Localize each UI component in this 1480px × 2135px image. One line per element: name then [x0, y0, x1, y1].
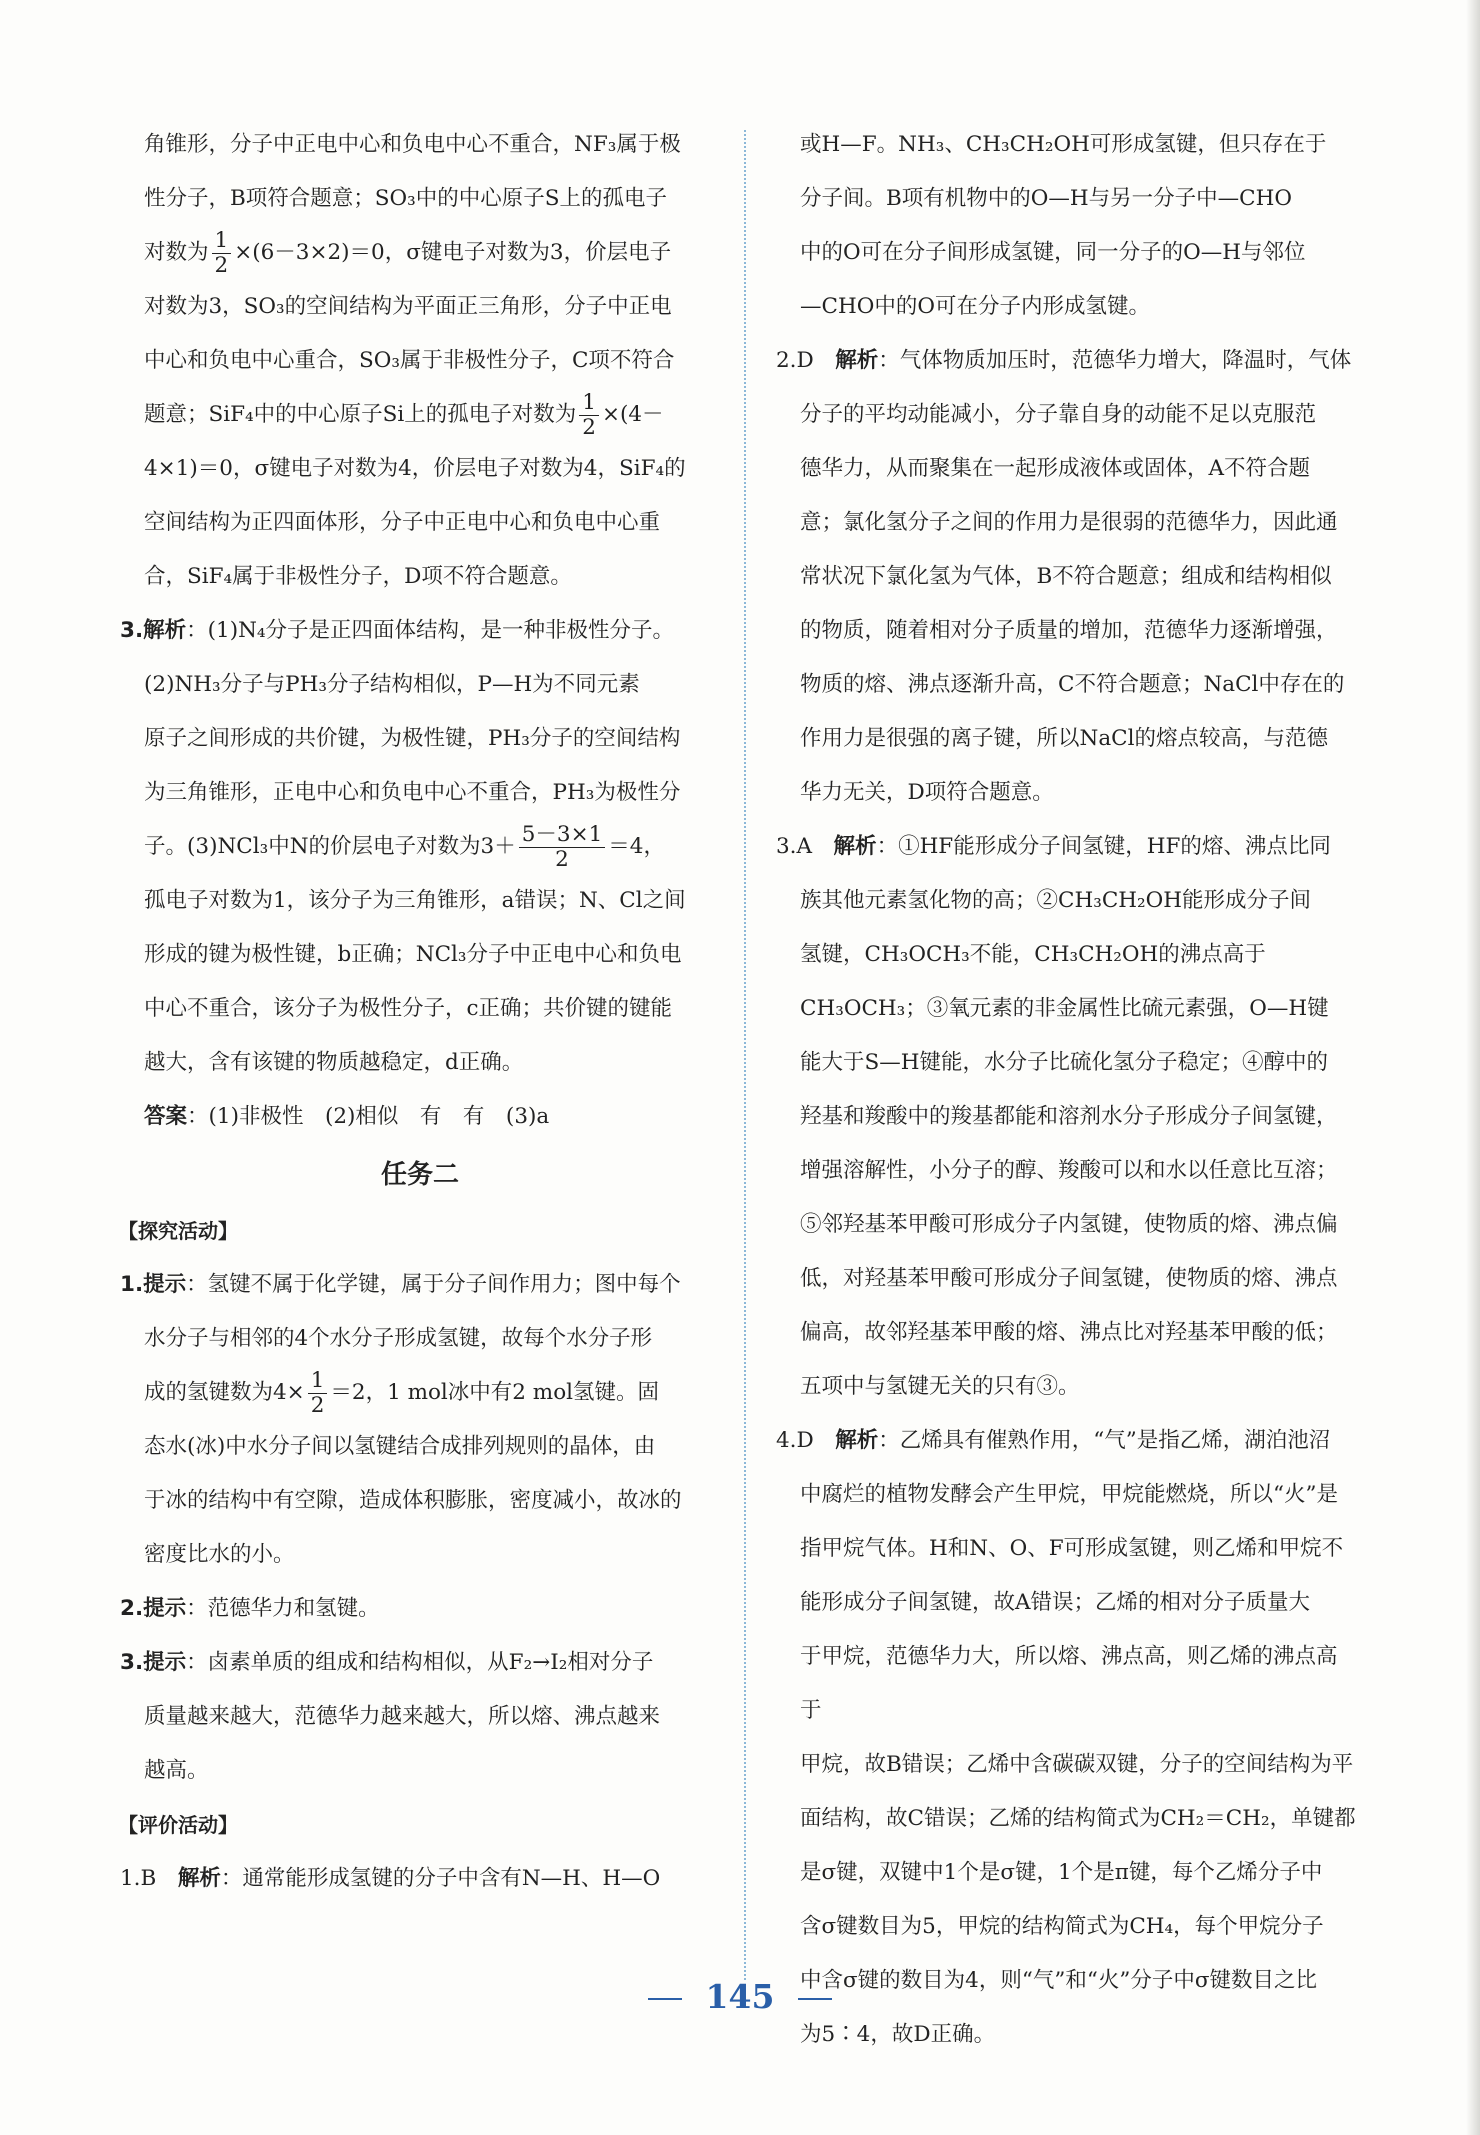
text-line: 族其他元素氢化物的高；②CH₃CH₂OH能形成分子间 — [800, 888, 1312, 913]
text-line: 中含σ键的数目为4，则“气”和“火”分子中σ键数目之比 — [800, 1968, 1317, 1993]
text-line: 于冰的结构中有空隙，造成体积膨胀，密度减小，故冰的 — [144, 1488, 682, 1513]
text-line: 为5∶4，故D正确。 — [800, 2022, 996, 2047]
text-line: 的物质，随着相对分子质量的增加，范德华力逐渐增强， — [800, 618, 1338, 643]
text-line: 中的O可在分子间形成氢键，同一分子的O—H与邻位 — [800, 240, 1306, 265]
text-line: 分子的平均动能减小，分子靠自身的动能不足以克服范 — [800, 402, 1317, 427]
tip-label: 提示 — [143, 1596, 187, 1621]
text-line: 是σ键，双键中1个是σ键，1个是π键，每个乙烯分子中 — [800, 1860, 1323, 1885]
text-line: 华力无关，D项符合题意。 — [800, 780, 1054, 805]
text-line: 含σ键数目为5，甲烷的结构简式为CH₄，每个甲烷分子 — [800, 1914, 1324, 1939]
text-line: 角锥形，分子中正电中心和负电中心不重合，NF₃属于极 — [144, 132, 681, 157]
text-line: 中心不重合，该分子为极性分子，c正确；共价键的键能 — [144, 996, 673, 1021]
text-line: 孤电子对数为1，该分子为三角锥形，a错误；N、Cl之间 — [144, 888, 686, 913]
task-title: 任务二 — [380, 1160, 459, 1190]
text-line: (2)NH₃分子与PH₃分子结构相似，P—H为不同元素 — [144, 672, 640, 697]
page-edge-shadow — [1466, 0, 1480, 2135]
text-line: 越大，含有该键的物质越稳定，d正确。 — [144, 1050, 524, 1075]
text-line: 对数为3，SO₃的空间结构为平面正三角形，分子中正电 — [144, 294, 672, 319]
text-line: 合，SiF₄属于非极性分子，D项不符合题意。 — [144, 564, 572, 589]
page-number-dash — [798, 1998, 832, 2000]
fraction-ncl3: $\frac{5-3\times 1}{2}$ — [519, 823, 606, 871]
eval-item-3: 3.A 解析：①HF能形成分子间氢键，HF的熔、沸点比同 — [776, 834, 1331, 859]
text-line: 作用力是很强的离子键，所以NaCl的熔点较高，与范德 — [800, 726, 1328, 751]
section-heading-explore: 【探究活动】 — [118, 1219, 238, 1243]
text-line: 空间结构为正四面体形，分子中正电中心和负电中心重 — [144, 510, 661, 535]
text-line: 氢键，CH₃OCH₃不能，CH₃CH₂OH的沸点高于 — [800, 942, 1266, 967]
eval-item-4: 4.D 解析：乙烯具有催熟作用，“气”是指乙烯，湖泊池沼 — [776, 1428, 1331, 1453]
fraction-half: $\frac{1}{2}$ — [212, 229, 232, 277]
text-line: 低，对羟基苯甲酸可形成分子间氢键，使物质的熔、沸点 — [800, 1266, 1338, 1291]
text-line: 中心和负电中心重合，SO₃属于非极性分子，C项不符合 — [144, 348, 675, 373]
text-line: 4×1)＝0，σ键电子对数为4，价层电子对数为4，SiF₄的 — [144, 456, 686, 481]
text-line: CH₃OCH₃；③氧元素的非金属性比硫元素强，O—H键 — [800, 996, 1329, 1021]
q3-analysis-line: 3.解析：(1)N₄分子是正四面体结构，是一种非极性分子。 — [120, 618, 675, 643]
text-line: 态水(冰)中水分子间以氢键结合成排列规则的晶体，由 — [144, 1434, 656, 1459]
text-line: 性分子，B项符合题意；SO₃中的中心原子S上的孤电子 — [144, 186, 668, 211]
text-line: 能大于S—H键能，水分子比硫化氢分子稳定；④醇中的 — [800, 1050, 1328, 1075]
text-line: 指甲烷气体。H和N、O、F可形成氢键，则乙烯和甲烷不 — [800, 1536, 1344, 1561]
explore-item-2: 2.提示：范德华力和氢键。 — [120, 1596, 380, 1621]
text-line: 羟基和羧酸中的羧基都能和溶剂水分子形成分子间氢键， — [800, 1104, 1338, 1129]
explore-item-1: 1.提示：氢键不属于化学键，属于分子间作用力；图中每个 — [120, 1272, 681, 1297]
left-column — [120, 118, 720, 1906]
text-line: 子。(3)NCl₃中N的价层电子对数为3＋ $\frac{5-3\times 1}{2}$ ＝4， — [144, 821, 665, 872]
eval-item-2: 2.D 解析：气体物质加压时，范德华力增大，降温时，气体 — [776, 348, 1352, 373]
text-line: ⑤邻羟基苯甲酸可形成分子内氢键，使物质的熔、沸点偏 — [800, 1212, 1338, 1237]
analysis-label: 解析 — [833, 834, 877, 859]
tip-label: 提示 — [143, 1272, 187, 1297]
text-line: 分子间。B项有机物中的O—H与另一分子中—CHO — [800, 186, 1293, 211]
text-line: 对数为 $\frac{1}{2}$ ×(6－3×2)＝0，σ键电子对数为3，价层电子 — [144, 227, 672, 278]
text-line: 密度比水的小。 — [144, 1542, 295, 1567]
text-line: 原子之间形成的共价键，为极性键，PH₃分子的空间结构 — [144, 726, 681, 751]
page-number-dash — [648, 1998, 682, 2000]
text-line: 甲烷，故B错误；乙烯中含碳碳双键，分子的空间结构为平 — [800, 1752, 1354, 1777]
column-divider — [744, 130, 746, 1980]
answer-label: 答案 — [144, 1104, 188, 1129]
text-line: 成的氢键数为4× $\frac{1}{2}$ ＝2，1 mol冰中有2 mol氢键。固 — [144, 1367, 660, 1418]
answer-line: 答案：(1)非极性 (2)相似 有 有 (3)a — [144, 1104, 550, 1129]
eval-item-1: 1.B 解析：通常能形成氢键的分子中含有N—H、H—O — [120, 1866, 661, 1891]
text-line: 水分子与相邻的4个水分子形成氢键，故每个水分子形 — [144, 1326, 653, 1351]
text-line: 物质的熔、沸点逐渐升高，C不符合题意；NaCl中存在的 — [800, 672, 1345, 697]
text-line: 意；氯化氢分子之间的作用力是很弱的范德华力，因此通 — [800, 510, 1338, 535]
text-line: 于甲烷，范德华力大，所以熔、沸点高，则乙烯的沸点高于 — [800, 1644, 1338, 1723]
text-line: 形成的键为极性键，b正确；NCl₃分子中正电中心和负电 — [144, 942, 682, 967]
section-heading-evaluate: 【评价活动】 — [118, 1813, 238, 1837]
text-line: —CHO中的O可在分子内形成氢键。 — [800, 294, 1150, 319]
text-line: 德华力，从而聚集在一起形成液体或固体，A不符合题 — [800, 456, 1311, 481]
text-line: 为三角锥形，正电中心和负电中心不重合，PH₃为极性分 — [144, 780, 681, 805]
text-line: 偏高，故邻羟基苯甲酸的熔、沸点比对羟基苯甲酸的低； — [800, 1320, 1338, 1345]
tip-label: 提示 — [143, 1650, 187, 1675]
text-line: 常状况下氯化氢为气体，B不符合题意；组成和结构相似 — [800, 564, 1332, 589]
fraction-half: $\frac{1}{2}$ — [579, 391, 599, 439]
analysis-label: 解析 — [835, 348, 879, 373]
page-number: 145 — [0, 1977, 1480, 2016]
text-line: 增强溶解性，小分子的醇、羧酸可以和水以任意比互溶； — [800, 1158, 1338, 1183]
right-column — [776, 118, 1358, 2062]
analysis-label: 解析 — [177, 1866, 221, 1891]
text-line: 或H—F。NH₃、CH₃CH₂OH可形成氢键，但只存在于 — [800, 132, 1327, 157]
analysis-label: 解析 — [835, 1428, 879, 1453]
text-line: 越高。 — [144, 1758, 209, 1783]
q3-label: 3.解析 — [120, 618, 187, 643]
text-line: 五项中与氢键无关的只有③。 — [800, 1374, 1080, 1399]
explore-item-3: 3.提示：卤素单质的组成和结构相似，从F₂→I₂相对分子 — [120, 1650, 654, 1675]
fraction-half: $\frac{1}{2}$ — [308, 1369, 328, 1417]
text-line: 题意；SiF₄中的中心原子Si上的孤电子对数为 $\frac{1}{2}$ ×(4－ — [144, 389, 664, 440]
text-line: 能形成分子间氢键，故A错误；乙烯的相对分子质量大 — [800, 1590, 1311, 1615]
text-line: 面结构，故C错误；乙烯的结构简式为CH₂＝CH₂，单键都 — [800, 1806, 1356, 1831]
text-line: 中腐烂的植物发酵会产生甲烷，甲烷能燃烧，所以“火”是 — [800, 1482, 1338, 1507]
text-line: 质量越来越大，范德华力越来越大，所以熔、沸点越来 — [144, 1704, 661, 1729]
